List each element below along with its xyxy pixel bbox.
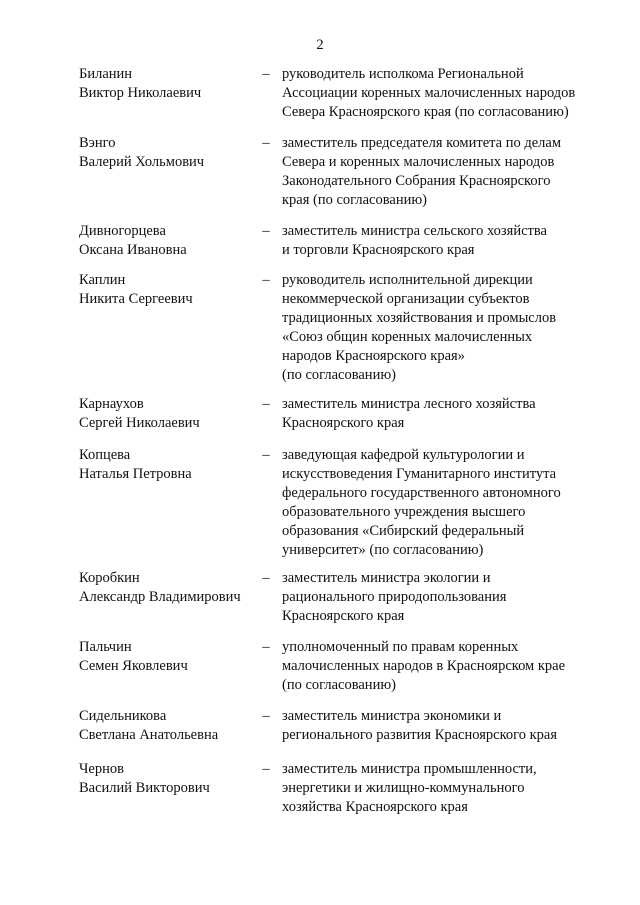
member-role-line: руководитель исполнительной дирекции (282, 272, 533, 288)
member-given-names: Валерий Хольмович (79, 154, 205, 170)
member-role-line: заместитель министра экономики и (282, 708, 502, 724)
member-role-line: заместитель министра лесного хозяйства (282, 396, 536, 412)
member-role-line: заместитель министра промышленности, (282, 761, 537, 777)
member-surname: Дивногорцева (79, 223, 166, 239)
member-surname: Биланин (79, 66, 133, 82)
dash-separator: – (262, 761, 270, 777)
member-role-line: (по согласованию) (282, 677, 396, 693)
dash-separator: – (262, 223, 270, 239)
member-role-line: рационального природопользования (282, 589, 507, 605)
member-given-names: Светлана Анатольевна (79, 727, 219, 743)
dash-separator: – (262, 447, 270, 463)
dash-separator: – (262, 272, 270, 288)
member-given-names: Наталья Петровна (79, 466, 192, 482)
member-role-line: малочисленных народов в Красноярском крае (282, 658, 566, 674)
member-role-line: заведующая кафедрой культурологии и (282, 447, 525, 463)
member-role-line: народов Красноярского края» (282, 348, 465, 364)
member-surname: Копцева (79, 447, 131, 463)
member-name (79, 395, 249, 433)
member-role-line: традиционных хозяйствования и промыслов (282, 310, 557, 326)
member-name (79, 760, 249, 798)
member-given-names: Виктор Николаевич (79, 85, 202, 101)
member-given-names: Никита Сергеевич (79, 291, 193, 307)
member-role-line: «Союз общин коренных малочисленных (282, 329, 533, 345)
member-role-line: Красноярского края (282, 415, 405, 431)
member-given-names: Александр Владимирович (79, 589, 241, 605)
member-given-names: Оксана Ивановна (79, 242, 187, 258)
member-name (79, 222, 249, 260)
member-role-line: образования «Сибирский федеральный (282, 523, 525, 539)
member-surname: Пальчин (79, 639, 132, 655)
member-name (79, 446, 249, 484)
member-given-names: Василий Викторович (79, 780, 210, 796)
member-role-line: и торговли Красноярского края (282, 242, 475, 258)
member-role-line: края (по согласованию) (282, 192, 428, 208)
member-role-line: энергетики и жилищно-коммунального (282, 780, 525, 796)
member-role (282, 760, 602, 817)
dash-separator: – (262, 570, 270, 586)
member-surname: Вэнго (79, 135, 116, 151)
member-name (79, 707, 249, 745)
member-surname: Коробкин (79, 570, 140, 586)
member-role-line: заместитель председателя комитета по делам (282, 135, 562, 151)
member-name (79, 638, 249, 676)
dash-separator: – (262, 135, 270, 151)
member-surname: Чернов (79, 761, 124, 777)
member-role-line: федерального государственного автономного (282, 485, 561, 501)
member-role (282, 134, 602, 210)
member-surname: Каплин (79, 272, 126, 288)
member-role-line: образовательного учреждения высшего (282, 504, 526, 520)
member-role-line: заместитель министра экологии и (282, 570, 491, 586)
member-role-line: Ассоциации коренных малочисленных народов (282, 85, 576, 101)
member-given-names: Сергей Николаевич (79, 415, 200, 431)
member-role (282, 222, 602, 260)
member-role (282, 65, 602, 122)
member-role-line: уполномоченный по правам коренных (282, 639, 519, 655)
member-name (79, 65, 249, 103)
member-role-line: Красноярского края (282, 608, 405, 624)
member-name (79, 271, 249, 309)
member-role (282, 395, 602, 433)
member-surname: Карнаухов (79, 396, 144, 412)
member-name (79, 134, 249, 172)
member-role-line: некоммерческой организации субъектов (282, 291, 530, 307)
member-role-line: Севера и коренных малочисленных народов (282, 154, 555, 170)
member-role-line: (по согласованию) (282, 367, 396, 383)
member-role-line: Севера Красноярского края (по согласованию) (282, 104, 569, 120)
member-role-line: заместитель министра сельского хозяйства (282, 223, 547, 239)
dash-separator: – (262, 66, 270, 82)
member-surname: Сидельникова (79, 708, 167, 724)
member-role-line: руководитель исполкома Региональной (282, 66, 524, 82)
member-role-line: регионального развития Красноярского края (282, 727, 557, 743)
member-role (282, 569, 602, 626)
member-role (282, 638, 602, 695)
member-role (282, 446, 602, 560)
member-role (282, 707, 602, 745)
member-name (79, 569, 249, 607)
member-role-line: искусствоведения Гуманитарного института (282, 466, 557, 482)
member-role-line: Законодательного Собрания Красноярского (282, 173, 551, 189)
dash-separator: – (262, 639, 270, 655)
dash-separator: – (262, 396, 270, 412)
member-role-line: хозяйства Красноярского края (282, 799, 468, 815)
member-role-line: университет» (по согласованию) (282, 542, 484, 558)
member-given-names: Семен Яковлевич (79, 658, 188, 674)
page-number: 2 (316, 37, 324, 53)
dash-separator: – (262, 708, 270, 724)
member-role (282, 271, 602, 385)
